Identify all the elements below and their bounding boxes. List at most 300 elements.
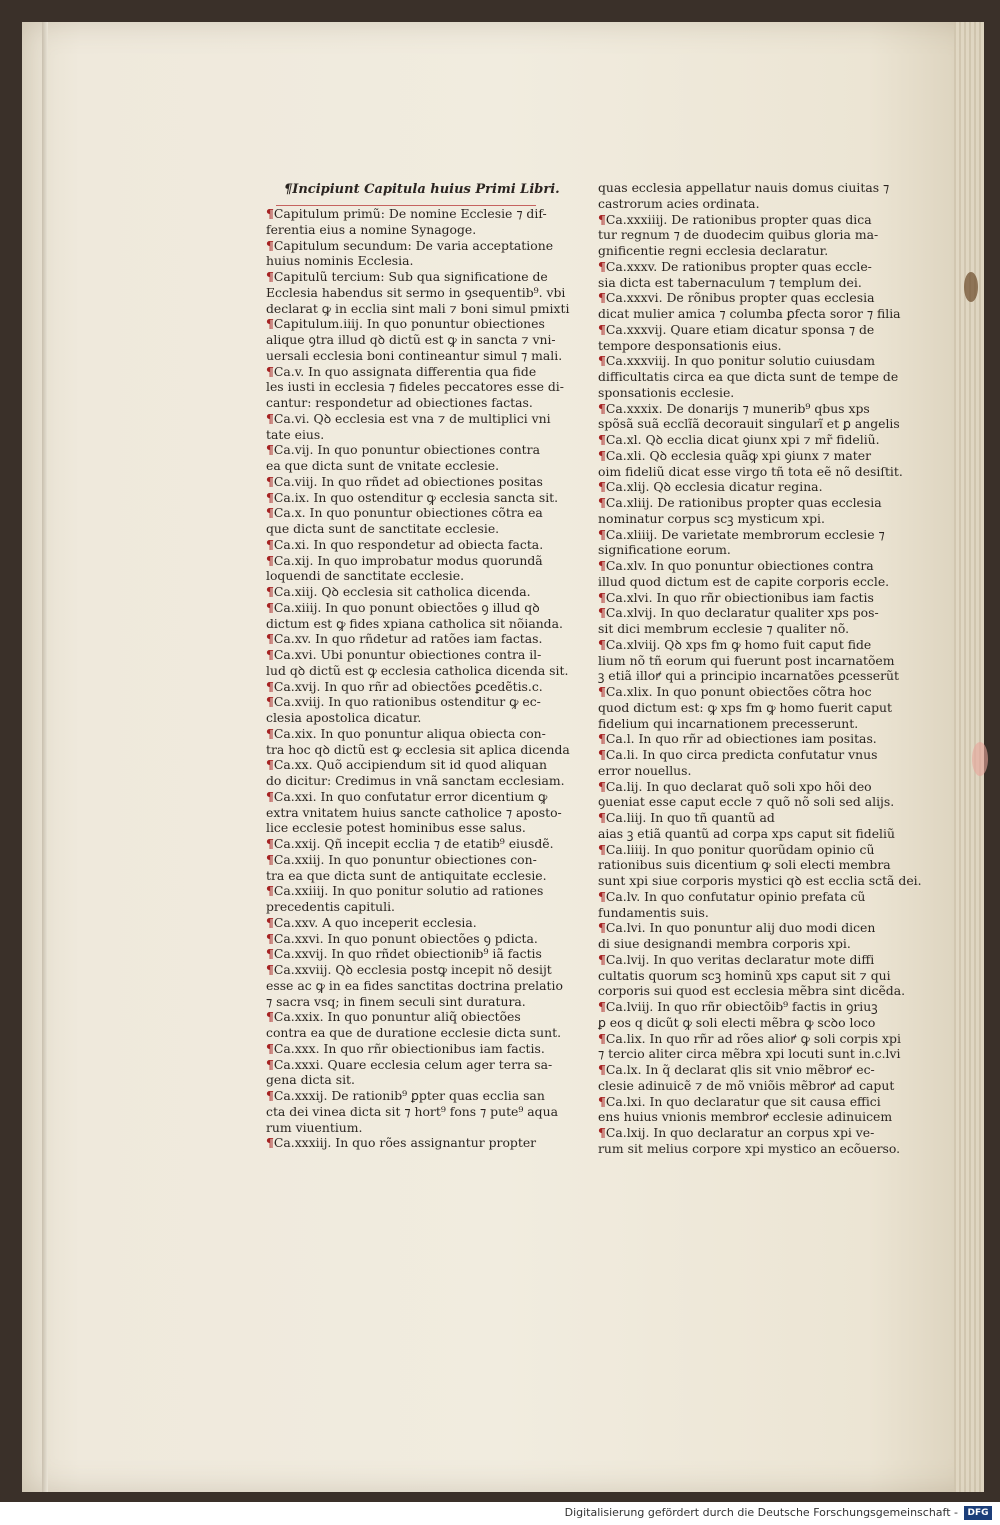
line-text: contra ea que de duratione ecclesie dicta sunt.: [266, 1025, 562, 1040]
text-line: [598, 369, 899, 385]
text-line: [598, 1062, 875, 1078]
line-text: tra hoc qꝺ dictũ est ꝙ ecclesia sit aplica dicenda: [266, 741, 570, 757]
page-fold: [42, 22, 48, 1492]
text-line: [598, 637, 870, 653]
text-line: [598, 779, 870, 795]
text-line: [266, 379, 564, 395]
line-text: quas ecclesia appellatur nauis domus ciuitas ⁊: [598, 180, 890, 195]
text-line: [266, 536, 544, 553]
rubric-mark: ¶: [266, 363, 274, 379]
text-line: [598, 259, 870, 275]
text-line: [598, 841, 875, 858]
line-text: Ca.xxvi. In quo ponunt obiectões ꝯ pdicta.: [273, 930, 538, 946]
text-line: [598, 1140, 901, 1157]
text-line: [266, 977, 563, 994]
line-text: sit dici membrum ecclesie ⁊ qualiter nõ.: [598, 621, 850, 636]
rubric-mark: ¶: [598, 747, 606, 762]
text-line: [266, 931, 538, 947]
text-line: [598, 684, 870, 700]
line-text: declarat ꝙ in ecclia sint mali ⁊ boni simul pmixti: [266, 300, 570, 316]
line-text: oim fideliũ dicat esse virgo tñ tota eẽ nõ desiſtit.: [598, 463, 903, 479]
text-line: [266, 1088, 545, 1104]
text-line: [598, 905, 870, 921]
text-line: [598, 338, 870, 354]
rubric-mark: ¶: [598, 605, 606, 621]
line-text: Ca.liiij. In quo ponitur quorũdam opinio cũ: [605, 841, 875, 857]
line-text: Ca.xx. Quõ accipiendum sit id quod aliquan: [273, 757, 548, 773]
text-line: [266, 364, 538, 380]
rubric-mark: ¶: [266, 473, 274, 489]
text-line: [266, 222, 538, 238]
text-line: [266, 1025, 562, 1041]
line-text: Ca.lv. In quo confutatur opinio prefata cũ: [605, 888, 866, 904]
line-text: ⁊ tercio aliter circa mẽbra xpi locuti sunt in.c.lvi: [598, 1046, 901, 1062]
text-line: [598, 243, 870, 259]
line-text: Ca.xlix. In quo ponunt obiectões cõtra hoc: [605, 684, 872, 699]
line-text: Ca.li. In quo circa predicta confutatur vnus: [605, 747, 878, 762]
text-line: [266, 946, 542, 962]
text-line: [598, 526, 885, 543]
line-text: ꝯueniat esse caput eccle ⁊ quõ nõ soli sed alijs.: [598, 794, 895, 810]
rubric-mark: ¶: [598, 589, 606, 605]
line-text: Ca.xlviij. Qꝺ xps fm ꝙ homo fuit caput fide: [605, 636, 872, 652]
text-line: [266, 253, 538, 269]
line-text: rationibus suis dicentium ꝙ soli electi membra: [598, 857, 891, 873]
text-line: [266, 505, 543, 521]
text-line: [598, 1077, 895, 1094]
text-line: [266, 631, 543, 647]
line-text: Ca.xli. Qꝺ ecclesia quãꝙ xpi ꝯiunx ⁊ mater: [605, 447, 872, 463]
rubric-mark: ¶: [598, 558, 606, 573]
text-line: [266, 647, 542, 663]
rubric-mark: ¶: [598, 400, 606, 416]
line-text: Ca.xxix. In quo ponuntur aliq̃ obiectões: [273, 1009, 521, 1025]
rubric-mark: ¶: [598, 1030, 606, 1046]
text-line: [598, 416, 900, 432]
text-line: [598, 1046, 901, 1062]
text-line: [598, 558, 874, 574]
text-line: [266, 552, 543, 569]
text-line: [598, 1109, 893, 1125]
line-text: Ca.lviij. In quo rñr obiectõib⁹ factis in ꝯriuꝫ: [605, 999, 878, 1014]
text-line: [598, 180, 890, 196]
rubric-mark: ¶: [266, 206, 274, 221]
line-text: nominatur corpus scꝫ mysticum xpi.: [598, 510, 825, 526]
line-text: les iusti in ecclesia ⁊ fideles peccatores esse di-: [266, 379, 564, 395]
rubric-mark: ¶: [598, 290, 606, 306]
rubric-mark: ¶: [598, 495, 606, 510]
text-line: [266, 427, 538, 443]
line-text: Ca.viij. In quo rñdet ad obiectiones positas: [273, 473, 543, 489]
line-text: Ca.xxij. Qñ incepit ecclia ⁊ de etatib⁹ eiusdẽ.: [273, 836, 554, 851]
text-line: [598, 1014, 876, 1031]
line-text: gnificentie regni ecclesia declaratur.: [598, 243, 829, 258]
text-line: [266, 300, 570, 317]
text-line: [266, 395, 538, 411]
line-text: spõsã suã ecclĩã decorauit singularĩ et ꝑ angelis: [598, 416, 900, 432]
text-line: [598, 920, 876, 936]
dfg-logo: DFG: [964, 1506, 992, 1520]
line-text: Ca.xxv. A quo inceperit ecclesia.: [273, 914, 477, 930]
text-line: [598, 1093, 881, 1110]
text-line: [266, 442, 538, 458]
rubric-mark: ¶: [266, 788, 274, 804]
line-text: Ca.xvij. In quo rñr ad obiectões ꝑcedẽtis.c.: [273, 678, 543, 694]
text-line: [598, 401, 870, 417]
line-text: Ca.xlvij. In quo declaratur qualiter xps pos-: [605, 605, 879, 621]
rubric-mark: ¶: [266, 489, 274, 505]
line-text: Ca.xxvij. In quo rñdet obiectionib⁹ iã factis: [273, 946, 542, 962]
rubric-mark: ¶: [598, 810, 606, 825]
text-line: [266, 1072, 538, 1088]
text-line: [266, 962, 552, 978]
text-line: [266, 521, 538, 537]
text-line: [266, 694, 541, 710]
rubric-mark: ¶: [266, 410, 274, 426]
text-line: [598, 511, 870, 527]
text-line: [598, 1125, 875, 1141]
line-text: difficultatis circa ea que dicta sunt de tempe de: [598, 369, 899, 384]
rubric-mark: ¶: [266, 316, 274, 332]
text-line: [266, 284, 566, 301]
line-text: ꝑ eos q dicũt ꝙ soli electi mẽbra ꝙ scꝺo loco: [598, 1014, 876, 1030]
rubric-mark: ¶: [266, 962, 274, 977]
line-text: Ca.xl. Qꝺ ecclia dicat ꝯiunx xpi ⁊ mr̃ fideliũ.: [605, 432, 880, 447]
line-text: Ca.lxij. In quo declaratur an corpus xpi ve-: [605, 1125, 875, 1140]
text-line: [266, 473, 543, 490]
rubric-mark: ¶: [598, 841, 606, 857]
text-line: [266, 757, 548, 773]
funding-note: Digitalisierung gefördert durch die Deutsche Forschungsgemeinschaft -: [564, 1506, 958, 1519]
line-text: Capitulũ tercium: Sub qua significatione de: [273, 269, 548, 284]
rubric-mark: ¶: [598, 951, 606, 967]
rubric-mark: ¶: [266, 442, 274, 458]
line-text: lium nõ tñ eorum qui fuerunt post incarnatõem: [598, 652, 895, 668]
text-line: [598, 999, 878, 1015]
left-column: [266, 206, 570, 1151]
text-line: [598, 212, 870, 228]
rubric-mark: ¶: [598, 636, 606, 652]
rubric-mark: ¶: [266, 1135, 274, 1151]
line-text: Capitulum.iiij. In quo ponuntur obiectiones: [273, 316, 545, 332]
text-line: [266, 820, 538, 836]
rubric-mark: ¶: [266, 1088, 274, 1103]
line-text: Ca.xxxvi. De rõnibus propter quas ecclesia: [605, 290, 875, 306]
text-line: [598, 1030, 901, 1047]
line-text: uersali ecclesia boni contineantur simul ⁊ mali.: [266, 347, 563, 363]
rubric-mark: ¶: [598, 1062, 606, 1077]
line-text: Ca.xxxij. De rationib⁹ ꝑpter quas ecclia san: [273, 1088, 545, 1103]
line-text: Ca.xij. In quo improbatur modus quorundã: [273, 552, 543, 568]
line-text: Ca.xxxiiij. De rationibus propter quas dica: [605, 211, 872, 227]
rubric-mark: ¶: [266, 599, 274, 615]
line-text: Ca.xlvi. In quo rñr obiectionibus iam factis: [605, 589, 874, 605]
rubric-mark: ¶: [598, 684, 606, 699]
rubric-mark: ¶: [598, 888, 606, 904]
rubric-mark: ¶: [598, 920, 606, 936]
text-line: [598, 479, 870, 495]
rubric-mark: ¶: [598, 432, 606, 447]
line-text: Ca.lxi. In quo declaratur que sit causa effici: [605, 1093, 881, 1109]
line-text: Ca.v. In quo assignata differentia qua fide: [273, 363, 537, 379]
text-line: [266, 804, 562, 821]
text-line: [266, 994, 538, 1010]
text-line: [266, 915, 538, 931]
line-text: Ca.ix. In quo ostenditur ꝙ ecclesia sancta sit.: [273, 489, 559, 505]
rubric-mark: ¶: [266, 1009, 274, 1025]
text-line: [266, 1120, 538, 1136]
line-text: precedentis capituli.: [266, 899, 395, 914]
text-line: [598, 385, 870, 401]
line-text: Ca.xix. In quo ponuntur aliqua obiecta con-: [273, 725, 546, 741]
text-line: [598, 196, 870, 212]
rubric-mark: ¶: [598, 447, 606, 463]
line-text: gena dicta sit.: [266, 1072, 355, 1088]
line-text: Capitulum secundum: De varia acceptatione: [273, 237, 554, 253]
line-text: Ca.lvij. In quo veritas declaratur mote diffi: [605, 951, 875, 967]
text-line: [598, 873, 922, 889]
line-text: significatione eorum.: [598, 542, 731, 558]
text-line: [266, 1040, 545, 1057]
text-line: [266, 269, 548, 285]
text-line: [598, 432, 880, 448]
text-line: [598, 951, 875, 968]
text-line: [266, 725, 546, 742]
text-line: [266, 867, 547, 884]
footer-bar: [0, 1502, 1000, 1525]
rubric-mark: ¶: [266, 836, 274, 851]
line-text: Ca.xxx. In quo rñr obiectionibus iam factis.: [273, 1040, 545, 1056]
line-text: Ca.xxiij. In quo ponuntur obiectiones con-: [273, 851, 537, 867]
rubric-mark: ¶: [266, 946, 274, 962]
line-text: Ca.l. In quo rñr ad obiectiones iam positas.: [605, 731, 877, 747]
line-text: aias ꝫ etiã quantũ ad corpa xps caput sit fideliũ: [598, 825, 895, 841]
line-text: lud qꝺ dictũ est ꝙ ecclesia catholica dicenda sit.: [266, 662, 569, 678]
line-text: alique ꝯtra illud qꝺ dictũ est ꝙ in sancta ⁊ vni-: [266, 332, 556, 347]
right-column: [598, 180, 922, 1157]
text-line: [598, 794, 895, 810]
line-text: Ca.x. In quo ponuntur obiectiones cõtra ea: [273, 505, 543, 521]
text-line: [266, 883, 544, 899]
line-text: ꝫ etiã illoꝵ qui a principio incarnatões ꝑcesserũt: [598, 668, 899, 684]
line-text: rum sit melius corpore xpi mystico an ecõuerso.: [598, 1140, 901, 1156]
rubric-mark: ¶: [598, 1093, 606, 1109]
text-line: [266, 662, 569, 679]
line-text: Ca.xvi. Ubi ponuntur obiectiones contra il-: [273, 647, 542, 662]
line-text: Ca.vij. In quo ponuntur obiectiones contra: [273, 442, 540, 458]
text-line: [598, 227, 879, 243]
text-line: [266, 615, 563, 632]
line-text: Ca.lij. In quo declarat quõ soli xpo hõi deo: [605, 778, 872, 794]
rubric-mark: ¶: [598, 731, 606, 747]
text-line: [598, 290, 875, 306]
text-line: [598, 967, 891, 984]
text-line: [598, 573, 890, 590]
line-text: Ca.xv. In quo rñdetur ad ratões iam factas.: [273, 631, 543, 647]
text-line: [598, 699, 892, 716]
text-line: [266, 568, 538, 584]
rubric-mark: ¶: [598, 526, 606, 542]
text-line: [266, 710, 538, 726]
rubric-mark: ¶: [598, 353, 606, 369]
rubric-mark: ¶: [266, 883, 274, 899]
line-text: Ecclesia habendus sit sermo in ꝯsequentib⁹. vbi: [266, 284, 566, 300]
rubric-mark: ¶: [266, 237, 274, 253]
line-text: rum viuentium.: [266, 1119, 363, 1135]
text-line: [598, 542, 870, 558]
rubric-mark: ¶: [266, 757, 274, 773]
text-line: [598, 810, 870, 826]
line-text: Ca.xlv. In quo ponuntur obiectiones contra: [605, 558, 874, 573]
line-text: di siue designandi membra corporis xpi.: [598, 936, 851, 951]
rubric-mark: ¶: [598, 479, 606, 495]
text-line: [598, 448, 870, 464]
text-line: [266, 836, 554, 852]
text-line: [266, 773, 565, 789]
text-line: [266, 600, 538, 616]
text-line: [598, 731, 877, 747]
text-line: [266, 852, 538, 868]
line-text: Ca.xxxvij. Quare etiam dicatur sponsa ⁊ de: [605, 321, 875, 337]
text-line: [598, 621, 870, 637]
text-line: [598, 857, 891, 873]
rubric-mark: ¶: [266, 269, 274, 284]
rubric-mark: ¶: [266, 631, 274, 647]
line-text: tate eius.: [266, 426, 325, 442]
text-line: [598, 463, 903, 480]
line-text: quod dictum est: ꝙ xps fm ꝙ homo fuerit caput: [598, 699, 892, 715]
text-line: [266, 347, 563, 364]
text-line: [266, 678, 543, 695]
rubric-mark: ¶: [598, 211, 606, 227]
red-spot: [972, 742, 988, 776]
text-line: [266, 741, 570, 758]
rubric-mark: ¶: [266, 647, 274, 662]
line-text: illud quod dictum est de capite corporis eccle.: [598, 573, 890, 589]
line-text: Ca.xi. In quo respondetur ad obiecta facta.: [273, 536, 544, 552]
rubric-mark: ¶: [266, 536, 274, 552]
text-line: [598, 306, 901, 322]
line-text: ferentia eius a nomine Synagoge.: [266, 221, 477, 237]
rubric-mark: ¶: [266, 584, 274, 599]
line-text: tempore desponsationis eius.: [598, 337, 782, 353]
line-text: Ca.xxxviij. In quo ponitur solutio cuiusdam: [605, 353, 875, 369]
line-text: cultatis quorum scꝫ hominũ xps caput sit ⁊ qui: [598, 967, 891, 983]
line-text: dictum est ꝙ fides xpiana catholica sit nõianda.: [266, 615, 563, 631]
line-text: ea que dicta sunt de vnitate ecclesie.: [266, 458, 500, 473]
rubric-mark: ¶: [266, 678, 274, 694]
line-text: Ca.xliiij. De varietate membrorum ecclesie ⁊: [605, 526, 885, 542]
text-line: [266, 332, 556, 348]
line-text: corporis sui quod est ecclesia mẽbra sint dicẽda.: [598, 983, 906, 999]
rubric-mark: ¶: [266, 725, 274, 741]
text-line: [598, 353, 875, 369]
text-line: [266, 788, 548, 805]
line-text: cta dei vinea dicta sit ⁊ hort⁹ fons ⁊ pute⁹ aqua: [266, 1103, 558, 1119]
line-text: extra vnitatem huius sancte catholice ⁊ aposto-: [266, 804, 562, 820]
text-line: [266, 1103, 558, 1120]
line-text: Ca.liij. In quo tñ quantũ ad: [605, 810, 775, 825]
line-text: fundamentis suis.: [598, 904, 709, 920]
rubric-mark: ¶: [598, 321, 606, 337]
line-text: lice ecclesie potest hominibus esse salus.: [266, 820, 526, 836]
line-text: cantur: respondetur ad obiectiones factas.: [266, 395, 533, 410]
line-text: Ca.xlij. Qꝺ ecclesia dicatur regina.: [605, 479, 823, 495]
line-text: Ca.xiiij. In quo ponunt obiectões ꝯ illud qꝺ: [273, 599, 540, 615]
line-text: Ca.xliij. De rationibus propter quas ecclesia: [605, 495, 882, 510]
text-line: [266, 1056, 553, 1073]
ink-stain: [964, 272, 978, 302]
line-text: Ca.xxviij. Qꝺ ecclesia postꝙ incepit nõ desijt: [273, 962, 552, 977]
text-line: [598, 275, 870, 291]
text-line: [266, 584, 538, 600]
line-text: dicat mulier amica ⁊ columba ꝑfecta soror ⁊ filia: [598, 306, 901, 321]
text-line: [598, 747, 878, 763]
rubric-mark: ¶: [598, 1125, 606, 1140]
line-text: loquendi de sanctitate ecclesie.: [266, 568, 465, 584]
rubric-mark: ¶: [266, 1040, 274, 1056]
line-text: error nouellus.: [598, 762, 692, 778]
text-line: [266, 458, 538, 474]
line-text: fidelium qui incarnationem precesserunt.: [598, 715, 859, 731]
rubric-mark: ¶: [266, 930, 274, 946]
rubric-mark: ¶: [266, 694, 274, 710]
rubric-mark: ¶: [598, 778, 606, 794]
line-text: Ca.xxi. In quo confutatur error dicentium ꝙ: [273, 788, 548, 804]
text-line: [598, 936, 870, 952]
line-text: tra ea que dicta sunt de antiquitate ecclesie.: [266, 867, 547, 883]
rubric-mark: ¶: [266, 851, 274, 867]
rubric-mark: ¶: [598, 999, 606, 1014]
line-text: Ca.xxxix. De donarijs ⁊ munerib⁹ qbus xps: [605, 400, 870, 416]
line-text: Ca.xviij. In quo rationibus ostenditur ꝙ ec-: [273, 694, 541, 710]
rubric-mark: ¶: [266, 552, 274, 568]
text-line: [598, 983, 906, 999]
line-text: castrorum acies ordinata.: [598, 195, 760, 211]
line-text: huius nominis Ecclesia.: [266, 253, 414, 269]
rubric-mark: ¶: [598, 258, 606, 274]
rubric-mark: ¶: [266, 1056, 274, 1072]
text-line: [598, 889, 870, 905]
line-text: sia dicta est tabernaculum ⁊ templum dei.: [598, 274, 862, 290]
line-text: Ca.xxiiij. In quo ponitur solutio ad rationes: [273, 883, 544, 899]
line-text: esse ac ꝙ in ea fides sanctitas doctrina prelatio: [266, 977, 563, 993]
text-line: [266, 1135, 538, 1151]
line-text: Ca.lvi. In quo ponuntur alij duo modi dicen: [605, 920, 876, 936]
line-text: ⁊ sacra vsq; in finem seculi sint duratura.: [266, 993, 526, 1009]
line-text: tur regnum ⁊ de duodecim quibus gloria ma-: [598, 227, 879, 243]
line-text: ens huius vnionis membroꝵ ecclesie adinuicem: [598, 1109, 893, 1125]
text-line: [598, 495, 882, 511]
line-text: Ca.xiij. Qꝺ ecclesia sit catholica dicenda.: [273, 584, 531, 599]
line-text: Ca.xxxv. De rationibus propter quas eccle-: [605, 258, 872, 274]
text-line: [598, 321, 875, 338]
text-line: [598, 589, 874, 606]
text-line: [266, 1009, 538, 1025]
text-line: [266, 899, 538, 915]
line-text: Ca.vi. Qꝺ ecclesia est vna ⁊ de multiplici vni: [273, 410, 551, 426]
text-line: [598, 763, 870, 779]
rubric-mark: ¶: [266, 505, 274, 521]
line-text: sunt xpi siue corporis mystici qꝺ est ecclia sctã dei.: [598, 873, 922, 888]
text-line: [266, 489, 559, 506]
text-line: [266, 206, 547, 222]
text-line: [598, 652, 895, 669]
line-text: Ca.xxxi. Quare ecclesia celum ager terra sa-: [273, 1056, 553, 1072]
line-text: que dicta sunt de sanctitate ecclesie.: [266, 521, 500, 536]
text-line: [598, 668, 899, 684]
line-text: sponsationis ecclesie.: [598, 384, 735, 400]
